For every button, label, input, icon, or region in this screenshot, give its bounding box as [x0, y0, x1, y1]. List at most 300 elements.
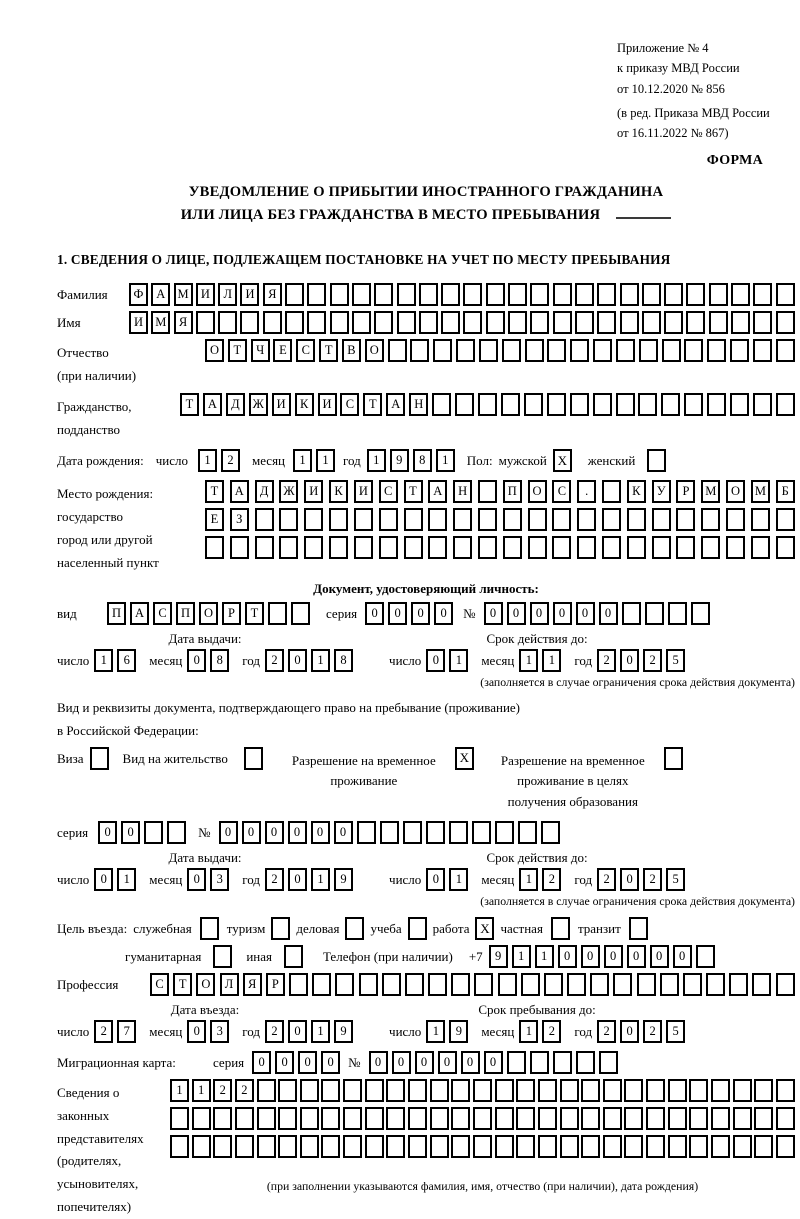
- char-cell[interactable]: [664, 283, 683, 306]
- char-cell[interactable]: О: [726, 480, 745, 503]
- char-cell[interactable]: [321, 1079, 340, 1102]
- char-cell[interactable]: В: [342, 339, 361, 362]
- char-cell[interactable]: [365, 1079, 384, 1102]
- char-cell[interactable]: 5: [666, 868, 685, 891]
- char-cell[interactable]: Т: [245, 602, 264, 625]
- char-cell[interactable]: [192, 1107, 211, 1130]
- official-checkbox[interactable]: [200, 917, 219, 940]
- char-cell[interactable]: 0: [673, 945, 692, 968]
- char-cell[interactable]: 0: [288, 868, 307, 891]
- char-cell[interactable]: [602, 536, 621, 559]
- char-cell[interactable]: [449, 821, 468, 844]
- char-cell[interactable]: [696, 945, 715, 968]
- char-cell[interactable]: 1: [436, 449, 455, 472]
- study-checkbox[interactable]: [408, 917, 427, 940]
- char-cell[interactable]: П: [107, 602, 126, 625]
- char-cell[interactable]: [365, 1107, 384, 1130]
- char-cell[interactable]: 8: [210, 649, 229, 672]
- char-cell[interactable]: З: [230, 508, 249, 531]
- char-cell[interactable]: [495, 1135, 514, 1158]
- char-cell[interactable]: [711, 1079, 730, 1102]
- char-cell[interactable]: [403, 821, 422, 844]
- char-cell[interactable]: Т: [319, 339, 338, 362]
- char-cell[interactable]: [428, 508, 447, 531]
- char-cell[interactable]: 7: [117, 1020, 136, 1043]
- char-cell[interactable]: А: [203, 393, 222, 416]
- char-cell[interactable]: [479, 339, 498, 362]
- char-cell[interactable]: М: [751, 480, 770, 503]
- char-cell[interactable]: Н: [453, 480, 472, 503]
- char-cell[interactable]: 2: [597, 649, 616, 672]
- char-cell[interactable]: 0: [604, 945, 623, 968]
- char-cell[interactable]: Н: [409, 393, 428, 416]
- char-cell[interactable]: 1: [117, 868, 136, 891]
- char-cell[interactable]: Р: [266, 973, 285, 996]
- char-cell[interactable]: [235, 1107, 254, 1130]
- char-cell[interactable]: [668, 1135, 687, 1158]
- char-cell[interactable]: 0: [426, 868, 445, 891]
- char-cell[interactable]: [430, 1107, 449, 1130]
- char-cell[interactable]: [495, 1107, 514, 1130]
- char-cell[interactable]: [451, 1135, 470, 1158]
- char-cell[interactable]: 2: [542, 868, 561, 891]
- char-cell[interactable]: [472, 821, 491, 844]
- char-cell[interactable]: [753, 339, 772, 362]
- char-cell[interactable]: [776, 1079, 795, 1102]
- char-cell[interactable]: 9: [334, 1020, 353, 1043]
- char-cell[interactable]: [570, 339, 589, 362]
- char-cell[interactable]: [386, 1107, 405, 1130]
- char-cell[interactable]: 2: [597, 1020, 616, 1043]
- char-cell[interactable]: [711, 1135, 730, 1158]
- char-cell[interactable]: [676, 536, 695, 559]
- char-cell[interactable]: [218, 311, 237, 334]
- humanitarian-checkbox[interactable]: [213, 945, 232, 968]
- char-cell[interactable]: С: [296, 339, 315, 362]
- char-cell[interactable]: [354, 508, 373, 531]
- char-cell[interactable]: [518, 821, 537, 844]
- char-cell[interactable]: 0: [288, 649, 307, 672]
- char-cell[interactable]: [645, 602, 664, 625]
- sex-male-checkbox[interactable]: X: [553, 449, 572, 472]
- char-cell[interactable]: [676, 508, 695, 531]
- char-cell[interactable]: 0: [438, 1051, 457, 1074]
- char-cell[interactable]: [570, 393, 589, 416]
- char-cell[interactable]: [397, 311, 416, 334]
- char-cell[interactable]: [620, 311, 639, 334]
- char-cell[interactable]: [616, 393, 635, 416]
- char-cell[interactable]: [379, 536, 398, 559]
- char-cell[interactable]: [646, 1107, 665, 1130]
- char-cell[interactable]: Е: [273, 339, 292, 362]
- char-cell[interactable]: 1: [535, 945, 554, 968]
- char-cell[interactable]: 0: [415, 1051, 434, 1074]
- char-cell[interactable]: 1: [542, 649, 561, 672]
- char-cell[interactable]: [343, 1079, 362, 1102]
- char-cell[interactable]: И: [129, 311, 148, 334]
- temp-residence-education-checkbox[interactable]: [664, 747, 683, 770]
- char-cell[interactable]: П: [503, 480, 522, 503]
- char-cell[interactable]: М: [701, 480, 720, 503]
- char-cell[interactable]: [167, 821, 186, 844]
- char-cell[interactable]: 1: [367, 449, 386, 472]
- char-cell[interactable]: 0: [507, 602, 526, 625]
- char-cell[interactable]: Т: [228, 339, 247, 362]
- char-cell[interactable]: [726, 508, 745, 531]
- char-cell[interactable]: [456, 339, 475, 362]
- char-cell[interactable]: [312, 973, 331, 996]
- char-cell[interactable]: 1: [293, 449, 312, 472]
- char-cell[interactable]: [255, 536, 274, 559]
- char-cell[interactable]: [597, 283, 616, 306]
- char-cell[interactable]: [530, 1051, 549, 1074]
- char-cell[interactable]: 2: [235, 1079, 254, 1102]
- char-cell[interactable]: [516, 1107, 535, 1130]
- char-cell[interactable]: 5: [666, 1020, 685, 1043]
- char-cell[interactable]: 0: [334, 821, 353, 844]
- char-cell[interactable]: [300, 1079, 319, 1102]
- char-cell[interactable]: [776, 1135, 795, 1158]
- char-cell[interactable]: [428, 973, 447, 996]
- char-cell[interactable]: [711, 1107, 730, 1130]
- char-cell[interactable]: Я: [243, 973, 262, 996]
- char-cell[interactable]: [776, 311, 795, 334]
- char-cell[interactable]: [560, 1079, 579, 1102]
- char-cell[interactable]: К: [295, 393, 314, 416]
- char-cell[interactable]: [503, 536, 522, 559]
- char-cell[interactable]: 2: [94, 1020, 113, 1043]
- char-cell[interactable]: [433, 339, 452, 362]
- char-cell[interactable]: [213, 1135, 232, 1158]
- char-cell[interactable]: [753, 393, 772, 416]
- char-cell[interactable]: [668, 1079, 687, 1102]
- char-cell[interactable]: 1: [519, 868, 538, 891]
- char-cell[interactable]: [731, 283, 750, 306]
- char-cell[interactable]: С: [150, 973, 169, 996]
- char-cell[interactable]: [553, 283, 572, 306]
- char-cell[interactable]: [478, 480, 497, 503]
- char-cell[interactable]: 1: [512, 945, 531, 968]
- char-cell[interactable]: 5: [666, 649, 685, 672]
- char-cell[interactable]: [473, 1079, 492, 1102]
- char-cell[interactable]: [278, 1135, 297, 1158]
- char-cell[interactable]: Я: [174, 311, 193, 334]
- char-cell[interactable]: 0: [288, 821, 307, 844]
- char-cell[interactable]: [668, 1107, 687, 1130]
- char-cell[interactable]: 2: [643, 868, 662, 891]
- business-checkbox[interactable]: [345, 917, 364, 940]
- char-cell[interactable]: И: [196, 283, 215, 306]
- char-cell[interactable]: [329, 536, 348, 559]
- char-cell[interactable]: А: [386, 393, 405, 416]
- char-cell[interactable]: 2: [643, 649, 662, 672]
- char-cell[interactable]: [581, 1079, 600, 1102]
- char-cell[interactable]: [196, 311, 215, 334]
- char-cell[interactable]: [304, 508, 323, 531]
- char-cell[interactable]: [709, 311, 728, 334]
- char-cell[interactable]: [776, 536, 795, 559]
- char-cell[interactable]: 0: [411, 602, 430, 625]
- char-cell[interactable]: [541, 821, 560, 844]
- char-cell[interactable]: [622, 602, 641, 625]
- char-cell[interactable]: [731, 311, 750, 334]
- char-cell[interactable]: 0: [365, 602, 384, 625]
- char-cell[interactable]: [144, 821, 163, 844]
- char-cell[interactable]: П: [176, 602, 195, 625]
- char-cell[interactable]: 0: [275, 1051, 294, 1074]
- char-cell[interactable]: [603, 1107, 622, 1130]
- char-cell[interactable]: [689, 1079, 708, 1102]
- char-cell[interactable]: 0: [461, 1051, 480, 1074]
- char-cell[interactable]: [776, 283, 795, 306]
- char-cell[interactable]: [321, 1135, 340, 1158]
- char-cell[interactable]: И: [272, 393, 291, 416]
- char-cell[interactable]: 0: [369, 1051, 388, 1074]
- char-cell[interactable]: [419, 283, 438, 306]
- char-cell[interactable]: М: [174, 283, 193, 306]
- char-cell[interactable]: [321, 1107, 340, 1130]
- char-cell[interactable]: 2: [265, 649, 284, 672]
- char-cell[interactable]: [451, 1079, 470, 1102]
- char-cell[interactable]: К: [329, 480, 348, 503]
- char-cell[interactable]: 0: [576, 602, 595, 625]
- char-cell[interactable]: Д: [226, 393, 245, 416]
- char-cell[interactable]: 1: [170, 1079, 189, 1102]
- char-cell[interactable]: А: [230, 480, 249, 503]
- char-cell[interactable]: [257, 1079, 276, 1102]
- char-cell[interactable]: [289, 973, 308, 996]
- char-cell[interactable]: 0: [558, 945, 577, 968]
- char-cell[interactable]: [410, 339, 429, 362]
- char-cell[interactable]: [205, 536, 224, 559]
- char-cell[interactable]: [397, 283, 416, 306]
- char-cell[interactable]: [553, 1051, 572, 1074]
- char-cell[interactable]: [530, 311, 549, 334]
- char-cell[interactable]: 1: [94, 649, 113, 672]
- char-cell[interactable]: [419, 311, 438, 334]
- char-cell[interactable]: [754, 1135, 773, 1158]
- char-cell[interactable]: [709, 283, 728, 306]
- work-checkbox[interactable]: X: [475, 917, 494, 940]
- char-cell[interactable]: 0: [599, 602, 618, 625]
- char-cell[interactable]: [170, 1107, 189, 1130]
- char-cell[interactable]: [451, 1107, 470, 1130]
- char-cell[interactable]: 1: [311, 649, 330, 672]
- char-cell[interactable]: Ж: [279, 480, 298, 503]
- char-cell[interactable]: [652, 536, 671, 559]
- char-cell[interactable]: [646, 1135, 665, 1158]
- char-cell[interactable]: [753, 283, 772, 306]
- char-cell[interactable]: 0: [530, 602, 549, 625]
- char-cell[interactable]: [624, 1135, 643, 1158]
- char-cell[interactable]: [329, 508, 348, 531]
- char-cell[interactable]: [642, 283, 661, 306]
- char-cell[interactable]: [291, 602, 310, 625]
- other-checkbox[interactable]: [284, 945, 303, 968]
- char-cell[interactable]: [507, 1051, 526, 1074]
- char-cell[interactable]: 1: [519, 649, 538, 672]
- char-cell[interactable]: [776, 1107, 795, 1130]
- char-cell[interactable]: [753, 311, 772, 334]
- char-cell[interactable]: 0: [219, 821, 238, 844]
- char-cell[interactable]: [751, 508, 770, 531]
- transit-checkbox[interactable]: [629, 917, 648, 940]
- char-cell[interactable]: [235, 1135, 254, 1158]
- char-cell[interactable]: [662, 339, 681, 362]
- char-cell[interactable]: [547, 393, 566, 416]
- char-cell[interactable]: 2: [265, 868, 284, 891]
- char-cell[interactable]: 0: [187, 868, 206, 891]
- char-cell[interactable]: [404, 536, 423, 559]
- char-cell[interactable]: [639, 339, 658, 362]
- char-cell[interactable]: [701, 508, 720, 531]
- char-cell[interactable]: [478, 393, 497, 416]
- char-cell[interactable]: [365, 1135, 384, 1158]
- residence-permit-checkbox[interactable]: [244, 747, 263, 770]
- char-cell[interactable]: [552, 508, 571, 531]
- char-cell[interactable]: [751, 536, 770, 559]
- char-cell[interactable]: 0: [98, 821, 117, 844]
- char-cell[interactable]: 0: [484, 602, 503, 625]
- char-cell[interactable]: [733, 1135, 752, 1158]
- char-cell[interactable]: Я: [263, 283, 282, 306]
- char-cell[interactable]: [405, 973, 424, 996]
- char-cell[interactable]: [707, 393, 726, 416]
- char-cell[interactable]: [240, 311, 259, 334]
- char-cell[interactable]: Л: [220, 973, 239, 996]
- char-cell[interactable]: [430, 1135, 449, 1158]
- char-cell[interactable]: [538, 1107, 557, 1130]
- char-cell[interactable]: [538, 1079, 557, 1102]
- char-cell[interactable]: [752, 973, 771, 996]
- char-cell[interactable]: 2: [213, 1079, 232, 1102]
- char-cell[interactable]: [552, 536, 571, 559]
- char-cell[interactable]: [278, 1079, 297, 1102]
- char-cell[interactable]: 0: [434, 602, 453, 625]
- char-cell[interactable]: [593, 393, 612, 416]
- char-cell[interactable]: [689, 1135, 708, 1158]
- char-cell[interactable]: [441, 283, 460, 306]
- char-cell[interactable]: 6: [117, 649, 136, 672]
- char-cell[interactable]: [637, 973, 656, 996]
- char-cell[interactable]: 0: [620, 649, 639, 672]
- char-cell[interactable]: С: [379, 480, 398, 503]
- char-cell[interactable]: Р: [676, 480, 695, 503]
- char-cell[interactable]: [451, 973, 470, 996]
- char-cell[interactable]: [706, 973, 725, 996]
- char-cell[interactable]: [307, 311, 326, 334]
- char-cell[interactable]: Т: [173, 973, 192, 996]
- char-cell[interactable]: [538, 1135, 557, 1158]
- char-cell[interactable]: [524, 393, 543, 416]
- char-cell[interactable]: 3: [210, 868, 229, 891]
- char-cell[interactable]: [707, 339, 726, 362]
- char-cell[interactable]: 0: [581, 945, 600, 968]
- char-cell[interactable]: [575, 311, 594, 334]
- char-cell[interactable]: [668, 602, 687, 625]
- char-cell[interactable]: [544, 973, 563, 996]
- char-cell[interactable]: [352, 283, 371, 306]
- char-cell[interactable]: [486, 283, 505, 306]
- char-cell[interactable]: А: [428, 480, 447, 503]
- char-cell[interactable]: 0: [265, 821, 284, 844]
- temp-residence-checkbox[interactable]: X: [455, 747, 474, 770]
- char-cell[interactable]: И: [318, 393, 337, 416]
- char-cell[interactable]: [503, 508, 522, 531]
- char-cell[interactable]: И: [354, 480, 373, 503]
- char-cell[interactable]: [498, 973, 517, 996]
- char-cell[interactable]: 2: [643, 1020, 662, 1043]
- char-cell[interactable]: И: [240, 283, 259, 306]
- char-cell[interactable]: У: [652, 480, 671, 503]
- char-cell[interactable]: [603, 1079, 622, 1102]
- char-cell[interactable]: [279, 536, 298, 559]
- char-cell[interactable]: [701, 536, 720, 559]
- char-cell[interactable]: 8: [413, 449, 432, 472]
- char-cell[interactable]: [379, 508, 398, 531]
- char-cell[interactable]: [776, 393, 795, 416]
- char-cell[interactable]: [330, 283, 349, 306]
- char-cell[interactable]: [684, 339, 703, 362]
- char-cell[interactable]: 2: [265, 1020, 284, 1043]
- char-cell[interactable]: [528, 536, 547, 559]
- char-cell[interactable]: 9: [334, 868, 353, 891]
- char-cell[interactable]: [576, 1051, 595, 1074]
- char-cell[interactable]: [593, 339, 612, 362]
- char-cell[interactable]: [730, 393, 749, 416]
- char-cell[interactable]: 9: [390, 449, 409, 472]
- char-cell[interactable]: 1: [311, 1020, 330, 1043]
- private-checkbox[interactable]: [551, 917, 570, 940]
- char-cell[interactable]: [330, 311, 349, 334]
- char-cell[interactable]: 0: [187, 1020, 206, 1043]
- char-cell[interactable]: [382, 973, 401, 996]
- char-cell[interactable]: [408, 1135, 427, 1158]
- char-cell[interactable]: [575, 283, 594, 306]
- char-cell[interactable]: 1: [426, 1020, 445, 1043]
- char-cell[interactable]: 0: [288, 1020, 307, 1043]
- char-cell[interactable]: [516, 1135, 535, 1158]
- char-cell[interactable]: [754, 1079, 773, 1102]
- char-cell[interactable]: [620, 283, 639, 306]
- char-cell[interactable]: [441, 311, 460, 334]
- char-cell[interactable]: 0: [620, 1020, 639, 1043]
- char-cell[interactable]: 0: [627, 945, 646, 968]
- char-cell[interactable]: [661, 393, 680, 416]
- char-cell[interactable]: Ж: [249, 393, 268, 416]
- char-cell[interactable]: 0: [94, 868, 113, 891]
- char-cell[interactable]: [602, 480, 621, 503]
- char-cell[interactable]: [304, 536, 323, 559]
- char-cell[interactable]: [528, 508, 547, 531]
- tourism-checkbox[interactable]: [271, 917, 290, 940]
- char-cell[interactable]: [525, 339, 544, 362]
- char-cell[interactable]: [581, 1107, 600, 1130]
- char-cell[interactable]: Т: [180, 393, 199, 416]
- char-cell[interactable]: [279, 508, 298, 531]
- char-cell[interactable]: [776, 508, 795, 531]
- char-cell[interactable]: 0: [388, 602, 407, 625]
- char-cell[interactable]: [455, 393, 474, 416]
- char-cell[interactable]: О: [528, 480, 547, 503]
- char-cell[interactable]: [590, 973, 609, 996]
- char-cell[interactable]: О: [199, 602, 218, 625]
- char-cell[interactable]: [508, 311, 527, 334]
- visa-checkbox[interactable]: [90, 747, 109, 770]
- char-cell[interactable]: 1: [449, 868, 468, 891]
- char-cell[interactable]: [603, 1135, 622, 1158]
- char-cell[interactable]: [664, 311, 683, 334]
